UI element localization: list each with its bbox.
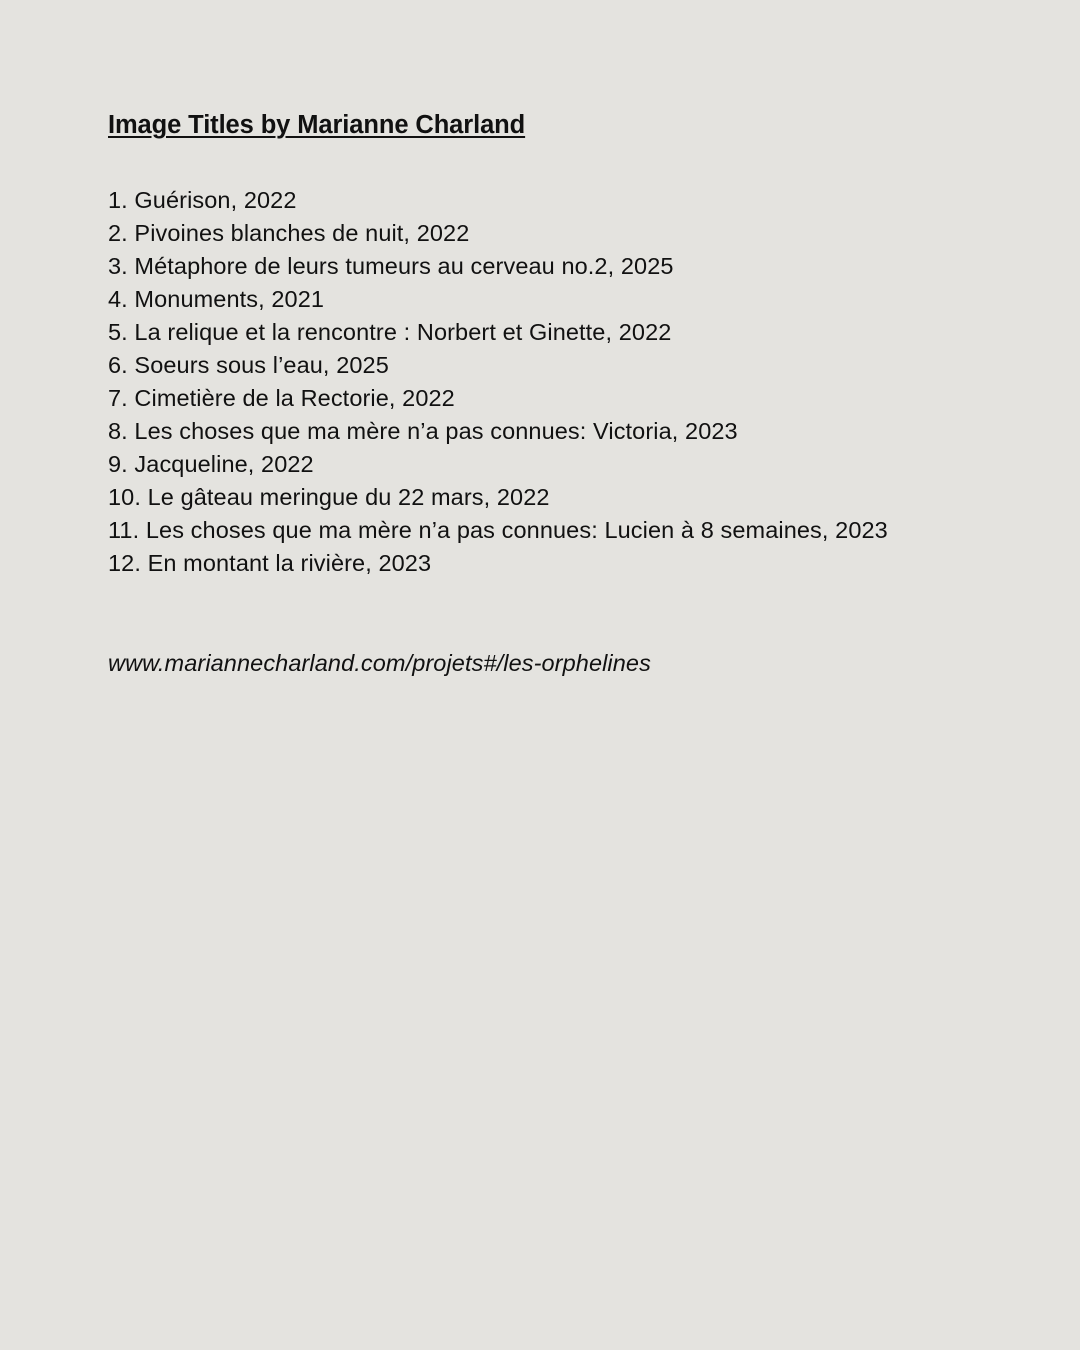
list-item: 5. La relique et la rencontre : Norbert et Ginette, 2022 <box>108 319 672 345</box>
list-item: 4. Monuments, 2021 <box>108 286 325 312</box>
list-item: 12. En montant la rivière, 2023 <box>108 550 432 576</box>
list-item: 8. Les choses que ma mère n’a pas connues: Victoria, 2023 <box>108 418 738 444</box>
list-item: 2. Pivoines blanches de nuit, 2022 <box>108 220 470 246</box>
document-title: Image Titles by Marianne Charland <box>108 111 526 139</box>
image-titles-list <box>108 184 1080 580</box>
list-item: 6. Soeurs sous l’eau, 2025 <box>108 352 389 378</box>
list-item: 1. Guérison, 2022 <box>108 187 297 213</box>
list-item: 10. Le gâteau meringue du 22 mars, 2022 <box>108 484 550 510</box>
list-item: 11. Les choses que ma mère n’a pas connues: Lucien à 8 semaines, 2023 <box>108 517 888 543</box>
list-item: 9. Jacqueline, 2022 <box>108 451 314 477</box>
list-item: 7. Cimetière de la Rectorie, 2022 <box>108 385 455 411</box>
website-url: www.mariannecharland.com/projets#/les-orphelines <box>108 650 651 676</box>
list-item: 3. Métaphore de leurs tumeurs au cerveau no.2, 2025 <box>108 253 674 279</box>
